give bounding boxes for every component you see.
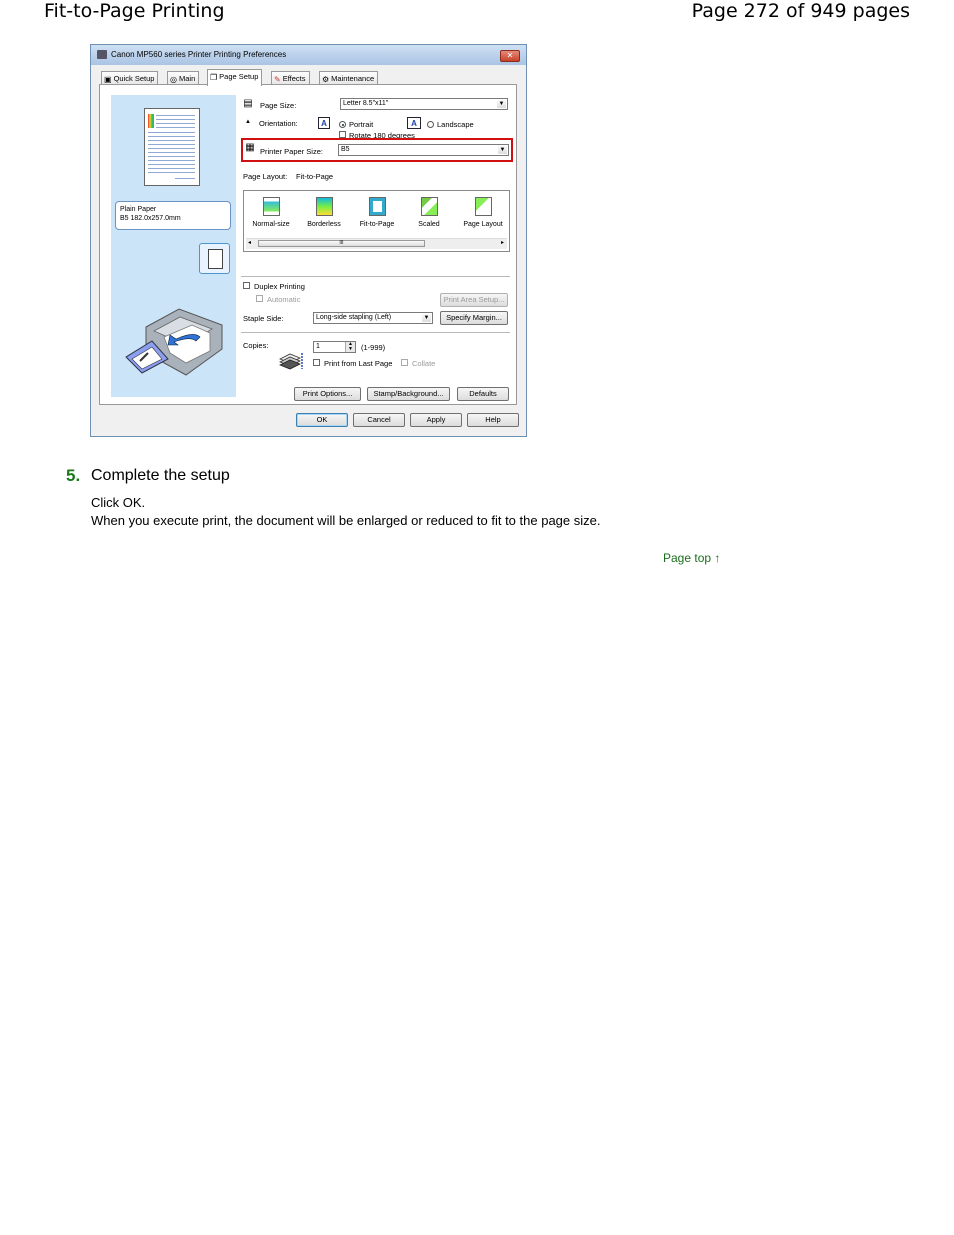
paper-type: Plain Paper bbox=[120, 206, 157, 213]
layout-normal-size[interactable]: Normal-size bbox=[246, 197, 296, 228]
chevron-down-icon: ▼ bbox=[499, 147, 506, 153]
scroll-thumb[interactable]: III bbox=[258, 240, 425, 247]
portrait-label: Portrait bbox=[349, 120, 374, 129]
print-from-last-page-label: Print from Last Page bbox=[324, 359, 393, 368]
tab-page-setup[interactable]: ❐ Page Setup bbox=[207, 69, 262, 86]
page-setup-icon: ❐ bbox=[210, 72, 218, 82]
copies-label: Copies: bbox=[243, 341, 269, 350]
copies-range: (1-999) bbox=[361, 343, 386, 352]
portrait-radio[interactable] bbox=[339, 121, 346, 128]
layout-scaled[interactable]: Scaled bbox=[404, 197, 454, 228]
collate-label: Collate bbox=[412, 359, 436, 368]
printer-illustration-icon bbox=[124, 307, 228, 382]
automatic-label: Automatic bbox=[267, 295, 301, 304]
normal-size-icon bbox=[263, 197, 280, 216]
page-top-link[interactable]: Page top ↑ bbox=[663, 551, 721, 565]
printer-paper-size-label: Printer Paper Size: bbox=[260, 147, 323, 156]
step-number: 5. bbox=[66, 466, 81, 485]
rotate-180-label: Rotate 180 degrees bbox=[349, 131, 415, 140]
chevron-down-icon: ▼ bbox=[498, 101, 505, 107]
landscape-icon: A bbox=[407, 117, 421, 129]
landscape-label: Landscape bbox=[437, 120, 474, 129]
layout-scrollbar[interactable] bbox=[246, 238, 507, 249]
specify-margin-button[interactable]: Specify Margin... bbox=[440, 311, 508, 325]
borderless-icon bbox=[316, 197, 333, 216]
page-size-label: Page Size: bbox=[260, 101, 297, 110]
page-title: Fit-to-Page Printing bbox=[44, 0, 225, 22]
print-from-last-page-checkbox[interactable] bbox=[313, 359, 320, 366]
automatic-checkbox[interactable] bbox=[256, 295, 263, 302]
page-layout-icon bbox=[475, 197, 492, 216]
help-button[interactable]: Help bbox=[467, 413, 519, 427]
tab-main[interactable]: ◎ Main bbox=[167, 71, 199, 85]
layout-borderless[interactable]: Borderless bbox=[299, 197, 349, 228]
brush-icon: ✎ bbox=[274, 74, 281, 84]
paper-info-box bbox=[115, 201, 231, 230]
scroll-left-icon[interactable]: ◂ bbox=[248, 240, 252, 246]
printing-preferences-dialog bbox=[90, 44, 527, 437]
step-body bbox=[91, 494, 600, 530]
page-preview bbox=[144, 108, 200, 186]
scroll-right-icon[interactable]: ▸ bbox=[500, 240, 504, 246]
layout-page-layout[interactable]: Page Layout bbox=[458, 197, 508, 228]
defaults-button[interactable]: Defaults bbox=[457, 387, 509, 401]
quick-setup-icon: ▣ bbox=[104, 74, 112, 84]
orientation-preview-icon bbox=[199, 243, 230, 274]
close-button[interactable]: ✕ bbox=[500, 50, 520, 62]
printer-icon bbox=[97, 50, 107, 59]
dialog-titlebar[interactable] bbox=[91, 45, 526, 65]
cancel-button[interactable]: Cancel bbox=[353, 413, 405, 427]
spin-arrows-icon[interactable]: ▲ ▼ bbox=[345, 342, 355, 352]
page-layout-value: Fit-to-Page bbox=[296, 172, 334, 181]
page-layout-label: Page Layout: bbox=[243, 172, 288, 181]
printer-paper-size-select[interactable]: B5 ▼ bbox=[338, 144, 509, 156]
tab-maintenance[interactable]: ⚙ Maintenance bbox=[319, 71, 378, 85]
chevron-down-icon: ▼ bbox=[423, 315, 430, 321]
rotate-180-checkbox[interactable] bbox=[339, 131, 346, 138]
divider bbox=[241, 332, 510, 333]
main-icon: ◎ bbox=[170, 74, 177, 84]
tab-quick-setup[interactable]: ▣ Quick Setup bbox=[101, 71, 158, 85]
dialog-title: Canon MP560 series Printer Printing Preferences bbox=[111, 50, 287, 59]
landscape-radio[interactable] bbox=[427, 121, 434, 128]
orientation-label: Orientation: bbox=[259, 119, 298, 128]
page-size-select[interactable]: Letter 8.5"x11" ▼ bbox=[340, 98, 508, 110]
scaled-icon bbox=[421, 197, 438, 216]
stamp-background-button[interactable]: Stamp/Background... bbox=[367, 387, 450, 401]
tab-effects[interactable]: ✎ Effects bbox=[271, 71, 310, 85]
fit-to-page-icon bbox=[369, 197, 386, 216]
duplex-label: Duplex Printing bbox=[254, 282, 305, 291]
step-line-1: Click OK. bbox=[91, 495, 146, 510]
page-setup-pane bbox=[99, 84, 517, 405]
page-layout-list bbox=[243, 190, 510, 252]
page-size-icon: ▤ bbox=[243, 98, 253, 109]
copies-stepper[interactable]: 1 ▲ ▼ bbox=[313, 341, 356, 353]
page-counter: Page 272 of 949 pages bbox=[691, 0, 910, 22]
layout-fit-to-page[interactable]: Fit-to-Page bbox=[352, 197, 402, 228]
divider bbox=[241, 276, 510, 277]
print-area-setup-button[interactable]: Print Area Setup... bbox=[440, 293, 508, 307]
settings-preview bbox=[111, 95, 236, 397]
orientation-bullet-icon: ▲ bbox=[245, 119, 251, 125]
step-title: Complete the setup bbox=[91, 467, 230, 484]
maintenance-icon: ⚙ bbox=[322, 74, 330, 84]
ok-button[interactable]: OK bbox=[296, 413, 348, 427]
duplex-checkbox[interactable] bbox=[243, 282, 250, 289]
portrait-icon: A bbox=[318, 117, 330, 129]
copies-stack-icon bbox=[278, 351, 304, 371]
printer-paper-size-icon: ▦ bbox=[245, 142, 255, 153]
print-options-button[interactable]: Print Options... bbox=[294, 387, 361, 401]
collate-checkbox[interactable] bbox=[401, 359, 408, 366]
staple-side-select[interactable]: Long-side stapling (Left) ▼ bbox=[313, 312, 433, 324]
paper-size-info: B5 182.0x257.0mm bbox=[120, 215, 181, 222]
staple-side-label: Staple Side: bbox=[243, 314, 284, 323]
arrow-up-icon: ↑ bbox=[714, 551, 721, 565]
apply-button[interactable]: Apply bbox=[410, 413, 462, 427]
step-line-2: When you execute print, the document will be enlarged or reduced to fit to the page size. bbox=[91, 513, 601, 528]
